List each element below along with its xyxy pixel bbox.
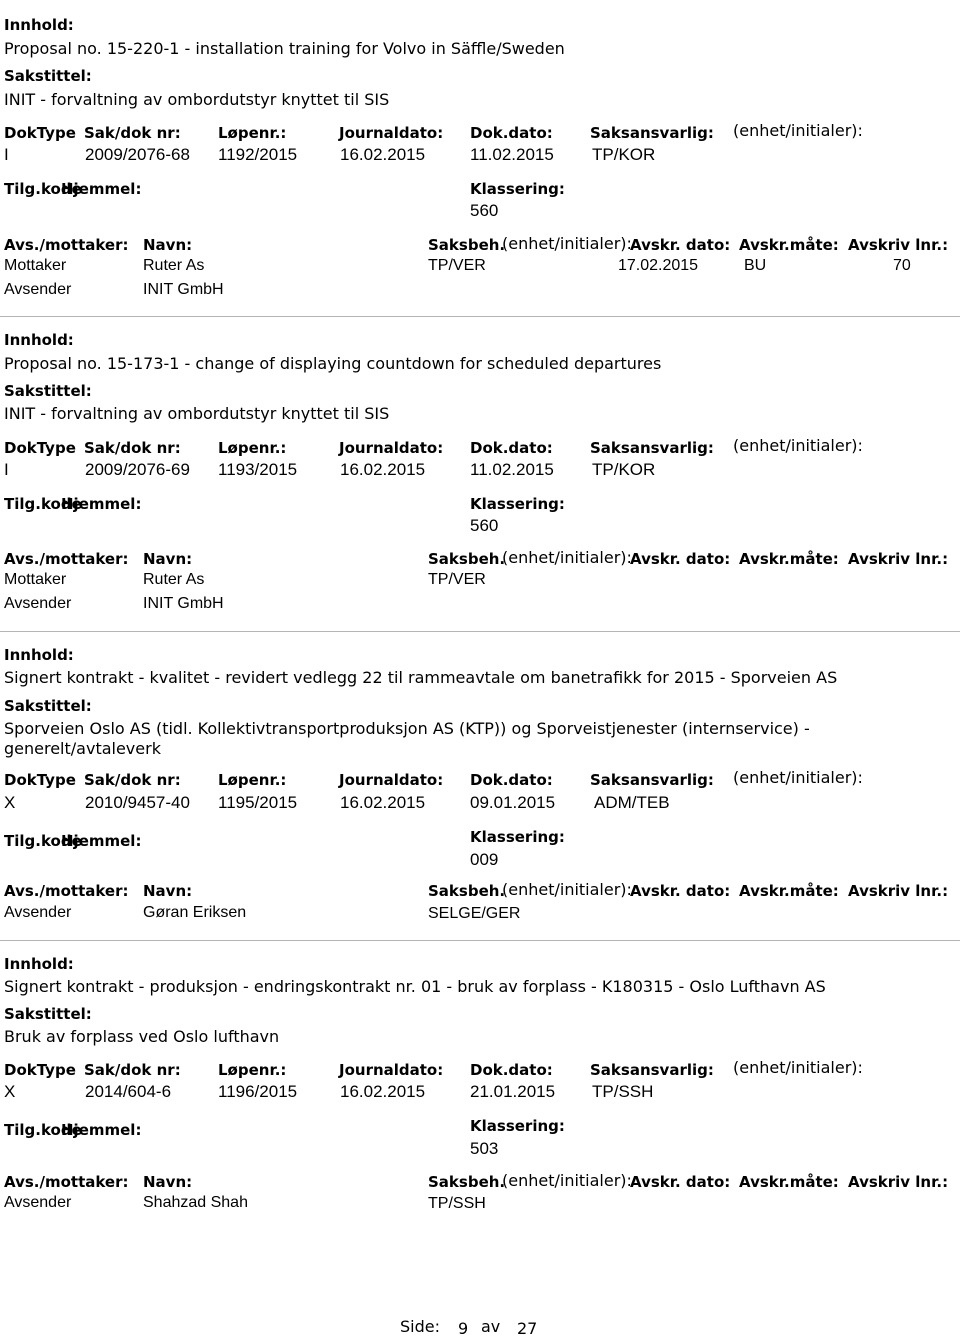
avskrivlnr-label: Avskriv lnr.: bbox=[848, 550, 949, 568]
klassering-label: Klassering: bbox=[470, 828, 565, 846]
party-role: Mottaker bbox=[4, 257, 67, 274]
sakstittel-text: Sporveien Oslo AS (tidl. Kollektivtransportproduksjon AS (KTP)) og Sporveistjenester (internservice) - bbox=[4, 719, 810, 738]
sakstittel-label: Sakstittel: bbox=[4, 697, 92, 715]
klassering-label: Klassering: bbox=[470, 1117, 565, 1135]
innhold-text: Signert kontrakt - kvalitet - revidert vedlegg 22 til rammeavtale om banetrafikk for 2015 - Sporveien AS bbox=[4, 668, 838, 687]
party-name: Ruter As bbox=[143, 571, 205, 588]
party-name: INIT GmbH bbox=[143, 595, 224, 612]
klassering-label: Klassering: bbox=[470, 495, 565, 513]
sakdok-value: 2014/604-6 bbox=[85, 1082, 172, 1101]
doktype-value: I bbox=[4, 460, 9, 479]
sakdok-value: 2009/2076-69 bbox=[85, 460, 190, 479]
hjemmel-label: Hjemmel: bbox=[61, 1121, 142, 1139]
page-total: 27 bbox=[517, 1319, 538, 1338]
lopenr-value: 1196/2015 bbox=[218, 1082, 298, 1101]
lopenr-value: 1195/2015 bbox=[218, 793, 298, 812]
party-name: INIT GmbH bbox=[143, 281, 224, 298]
avskrivlnr-label: Avskriv lnr.: bbox=[848, 236, 949, 254]
tilgkode-label: Tilg.kode bbox=[4, 832, 82, 850]
navn-label: Navn: bbox=[143, 550, 193, 568]
journaldato-value: 16.02.2015 bbox=[340, 1082, 426, 1101]
dokdato-label: Dok.dato: bbox=[470, 439, 553, 457]
hjemmel-label: Hjemmel: bbox=[61, 832, 142, 850]
enhet-label: (enhet/initialer): bbox=[733, 436, 863, 455]
avskrmate-label: Avskr.måte: bbox=[739, 236, 839, 254]
sakstittel-text: Bruk av forplass ved Oslo lufthavn bbox=[4, 1027, 280, 1046]
lopenr-label: Løpenr.: bbox=[218, 1061, 287, 1079]
sakdok-value: 2009/2076-68 bbox=[85, 145, 190, 164]
saksansvarlig-label: Saksansvarlig: bbox=[590, 771, 714, 789]
innhold-label: Innhold: bbox=[4, 331, 74, 349]
party-avskrmate: BU bbox=[744, 257, 767, 274]
dokdato-value: 09.01.2015 bbox=[470, 793, 556, 812]
sakdok-label: Sak/dok nr: bbox=[84, 439, 181, 457]
navn-label: Navn: bbox=[143, 882, 193, 900]
saksansvarlig-label: Saksansvarlig: bbox=[590, 124, 714, 142]
innhold-text: Proposal no. 15-220-1 - installation training for Volvo in Säffle/Sweden bbox=[4, 39, 565, 58]
avsmottaker-label: Avs./mottaker: bbox=[4, 1173, 129, 1191]
saksbeh-label: Saksbeh. bbox=[428, 236, 506, 254]
enhet-label: (enhet/initialer): bbox=[733, 768, 863, 787]
dokdato-label: Dok.dato: bbox=[470, 124, 553, 142]
saksansvarlig-label: Saksansvarlig: bbox=[590, 1061, 714, 1079]
party-avskrdato: 17.02.2015 bbox=[618, 257, 699, 274]
party-saksbeh: TP/SSH bbox=[428, 1195, 486, 1212]
avskrmate-label: Avskr.måte: bbox=[739, 550, 839, 568]
saksbeh-label: Saksbeh. bbox=[428, 882, 506, 900]
saksansvarlig-value: TP/KOR bbox=[592, 460, 656, 479]
lopenr-label: Løpenr.: bbox=[218, 439, 287, 457]
avskrivlnr-label: Avskriv lnr.: bbox=[848, 1173, 949, 1191]
hjemmel-label: Hjemmel: bbox=[61, 495, 142, 513]
journaldato-label: Journaldato: bbox=[339, 1061, 444, 1079]
lopenr-value: 1193/2015 bbox=[218, 460, 298, 479]
entry-divider bbox=[0, 631, 960, 632]
innhold-label: Innhold: bbox=[4, 646, 74, 664]
lopenr-label: Løpenr.: bbox=[218, 124, 287, 142]
party-role: Avsender bbox=[4, 281, 72, 298]
party-avskrivlnr: 70 bbox=[893, 257, 911, 274]
side-label: Side: bbox=[400, 1317, 440, 1336]
sakstittel-text: INIT - forvaltning av ombordutstyr knyttet til SIS bbox=[4, 90, 390, 109]
dokdato-value: 11.02.2015 bbox=[470, 145, 554, 164]
entry-divider bbox=[0, 940, 960, 941]
journaldato-label: Journaldato: bbox=[339, 771, 444, 789]
saksbeh-enhet-label: (enhet/initialer): bbox=[502, 1171, 632, 1190]
sakstittel-text-continued: generelt/avtaleverk bbox=[4, 739, 161, 758]
navn-label: Navn: bbox=[143, 236, 193, 254]
innhold-text: Signert kontrakt - produksjon - endringskontrakt nr. 01 - bruk av forplass - K180315 - Oslo Lufthavn AS bbox=[4, 977, 826, 996]
sakstittel-label: Sakstittel: bbox=[4, 67, 92, 85]
journaldato-value: 16.02.2015 bbox=[340, 460, 426, 479]
avskrmate-label: Avskr.måte: bbox=[739, 882, 839, 900]
party-role: Mottaker bbox=[4, 571, 67, 588]
doktype-label: DokType bbox=[4, 124, 76, 142]
av-label: av bbox=[481, 1317, 501, 1336]
doktype-label: DokType bbox=[4, 1061, 76, 1079]
journaldato-label: Journaldato: bbox=[339, 439, 444, 457]
avskrivlnr-label: Avskriv lnr.: bbox=[848, 882, 949, 900]
avskrdato-label: Avskr. dato: bbox=[630, 550, 731, 568]
saksansvarlig-value: TP/KOR bbox=[592, 145, 656, 164]
party-saksbeh: SELGE/GER bbox=[428, 905, 521, 922]
page-number: 9 bbox=[458, 1319, 469, 1338]
party-role: Avsender bbox=[4, 904, 72, 921]
saksansvarlig-label: Saksansvarlig: bbox=[590, 439, 714, 457]
saksansvarlig-value: TP/SSH bbox=[592, 1082, 654, 1101]
journaldato-value: 16.02.2015 bbox=[340, 145, 426, 164]
party-name: Gøran Eriksen bbox=[143, 904, 247, 921]
sakdok-value: 2010/9457-40 bbox=[85, 793, 190, 812]
avskrdato-label: Avskr. dato: bbox=[630, 882, 731, 900]
klassering-value: 560 bbox=[470, 201, 499, 220]
sakstittel-label: Sakstittel: bbox=[4, 1005, 92, 1023]
avskrmate-label: Avskr.måte: bbox=[739, 1173, 839, 1191]
enhet-label: (enhet/initialer): bbox=[733, 121, 863, 140]
sakdok-label: Sak/dok nr: bbox=[84, 124, 181, 142]
tilgkode-label: Tilg.kode bbox=[4, 495, 82, 513]
sakstittel-label: Sakstittel: bbox=[4, 382, 92, 400]
party-name: Shahzad Shah bbox=[143, 1194, 248, 1211]
dokdato-label: Dok.dato: bbox=[470, 771, 553, 789]
entry-divider bbox=[0, 316, 960, 317]
doktype-value: I bbox=[4, 145, 9, 164]
sakdok-label: Sak/dok nr: bbox=[84, 1061, 181, 1079]
saksbeh-enhet-label: (enhet/initialer): bbox=[502, 234, 632, 253]
journaldato-value: 16.02.2015 bbox=[340, 793, 426, 812]
doktype-label: DokType bbox=[4, 439, 76, 457]
saksbeh-label: Saksbeh. bbox=[428, 550, 506, 568]
lopenr-value: 1192/2015 bbox=[218, 145, 298, 164]
lopenr-label: Løpenr.: bbox=[218, 771, 287, 789]
doktype-value: X bbox=[4, 1082, 16, 1101]
klassering-value: 560 bbox=[470, 516, 499, 535]
sakdok-label: Sak/dok nr: bbox=[84, 771, 181, 789]
avsmottaker-label: Avs./mottaker: bbox=[4, 550, 129, 568]
avsmottaker-label: Avs./mottaker: bbox=[4, 882, 129, 900]
innhold-label: Innhold: bbox=[4, 955, 74, 973]
klassering-value: 503 bbox=[470, 1139, 499, 1158]
party-role: Avsender bbox=[4, 595, 72, 612]
saksansvarlig-value: ADM/TEB bbox=[594, 793, 670, 812]
saksbeh-enhet-label: (enhet/initialer): bbox=[502, 880, 632, 899]
journaldato-label: Journaldato: bbox=[339, 124, 444, 142]
doktype-value: X bbox=[4, 793, 16, 812]
avsmottaker-label: Avs./mottaker: bbox=[4, 236, 129, 254]
hjemmel-label: Hjemmel: bbox=[61, 180, 142, 198]
party-role: Avsender bbox=[4, 1194, 72, 1211]
avskrdato-label: Avskr. dato: bbox=[630, 1173, 731, 1191]
navn-label: Navn: bbox=[143, 1173, 193, 1191]
innhold-text: Proposal no. 15-173-1 - change of displaying countdown for scheduled departures bbox=[4, 354, 662, 373]
dokdato-label: Dok.dato: bbox=[470, 1061, 553, 1079]
tilgkode-label: Tilg.kode bbox=[4, 180, 82, 198]
dokdato-value: 11.02.2015 bbox=[470, 460, 554, 479]
sakstittel-text: INIT - forvaltning av ombordutstyr knyttet til SIS bbox=[4, 404, 390, 423]
klassering-label: Klassering: bbox=[470, 180, 565, 198]
klassering-value: 009 bbox=[470, 850, 499, 869]
party-name: Ruter As bbox=[143, 257, 205, 274]
saksbeh-enhet-label: (enhet/initialer): bbox=[502, 548, 632, 567]
party-saksbeh: TP/VER bbox=[428, 571, 486, 588]
enhet-label: (enhet/initialer): bbox=[733, 1058, 863, 1077]
tilgkode-label: Tilg.kode bbox=[4, 1121, 82, 1139]
saksbeh-label: Saksbeh. bbox=[428, 1173, 506, 1191]
doktype-label: DokType bbox=[4, 771, 76, 789]
dokdato-value: 21.01.2015 bbox=[470, 1082, 556, 1101]
innhold-label: Innhold: bbox=[4, 16, 74, 34]
party-saksbeh: TP/VER bbox=[428, 257, 486, 274]
avskrdato-label: Avskr. dato: bbox=[630, 236, 731, 254]
